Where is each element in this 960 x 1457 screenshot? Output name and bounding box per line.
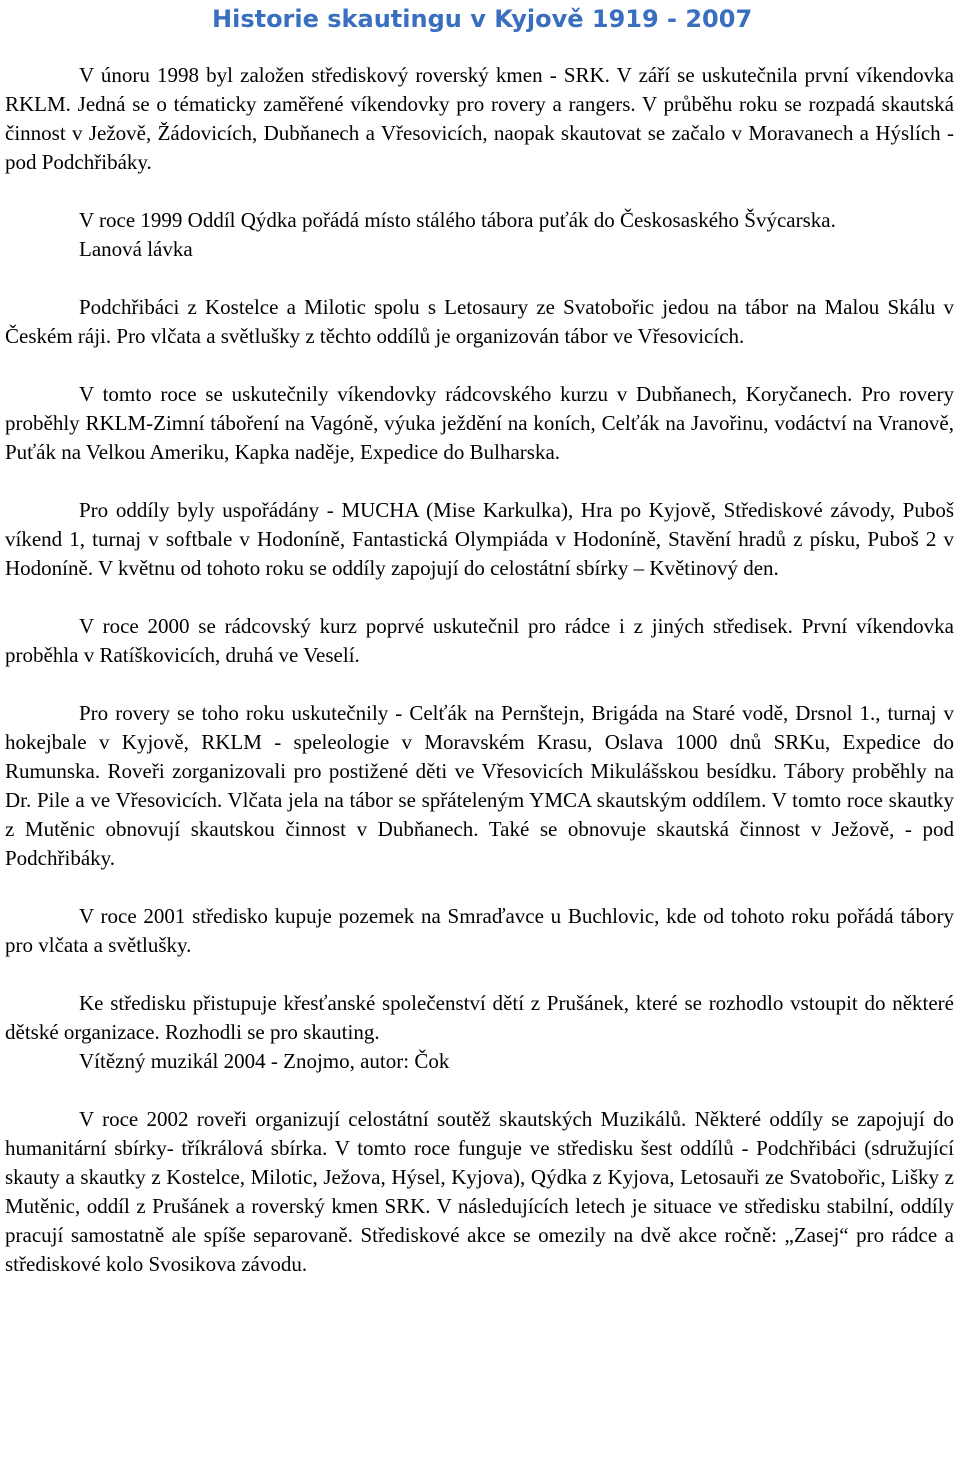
paragraph-2000: V roce 2000 se rádcovský kurz poprvé uskutečnil pro rádce i z jiných středisek. První víkendovka proběhla v Ratíškovicích, druhá ve Veselí. [5,614,954,667]
paragraph-1999: V roce 1999 Oddíl Qýdka pořádá místo stálého tábora puťák do Českosaského Švýcarska. [79,208,836,232]
paragraph-vikendovky: V tomto roce se uskutečnily víkendovky rádcovského kurzu v Dubňanech, Koryčanech. Pro rovery proběhly RKLM-Zimní táboření na Vagóně, výuka ježdění na koních, Celťák na Javořinu, vodáctví na Vranově, Puťák na Velkou Ameriku, Kapka naděje, Expedice do Bulharska. [5,382,954,464]
paragraph-prusanky: Ke středisku přistupuje křesťanské společenství dětí z Prušánek, které se rozhodlo vstoupit do některé dětské organizace. Rozhodli se pro skauting. [5,991,954,1044]
document-body [5,61,954,1279]
paragraph-rovery-2000: Pro rovery se toho roku uskutečnily - Celťák na Pernštejn, Brigáda na Staré vodě, Drsnol 1., turnaj v hokejbale v Kyjově, RKLM - speleologie v Moravském Krasu, Oslava 1000 dnů SRKu, Expedice do Rumunska. Roveři zorganizovali pro postižené děti ve Vřesovicích Mikulášskou besídku. Tábory proběhly na Dr. Pile a ve Vřesovicích. Vlčata jela na tábor se spřáteleným YMCA skautským oddílem. V tomto roce skautky z Mutěnic obnovují skautskou činnost v Dubňanech. Také se obnovuje skautská činnost v Ježově, - pod Podchřibáky. [5,701,954,870]
paragraph-2002: V roce 2002 roveři organizují celostátní soutěž skautských Muzikálů. Některé oddíly se zapojují do humanitární sbírky- tříkrálová sbírka. V tomto roce funguje ve středisku šest oddílů - Podchřibáci (sdružující skauty a skautky z Kostelce, Milotic, Ježova, Hýsel, Kyjova), Qýdka z Kyjova, Letosauři ze Svatobořic, Lišky z Mutěnic, oddíl z Prušánek a roverský kmen SRK. V následujících letech je situace ve středisku stabilní, oddíly pracují samostatně ale spíše separovaně. Střediskové akce se omezily na dvě akce ročně: „Zasej“ pro rádce a střediskové kolo Svosikova závodu. [5,1107,954,1276]
caption-muzikal-2004: Vítězný muzikál 2004 - Znojmo, autor: Čok [79,1049,450,1073]
paragraph-akce-oddilu: Pro oddíly byly uspořádány - MUCHA (Mise Karkulka), Hra po Kyjově, Střediskové závody, Puboš víkend 1, turnaj v softbale v Hodoníně, Fantastická Olympiáda v Hodoníně, Stavění hradů z písku, Puboš 2 v Hodoníně. V květnu od tohoto roku se oddíly zapojují do celostátní sbírky – Květinový den. [5,498,954,580]
paragraph-2001: V roce 2001 středisko kupuje pozemek na Smraďavce u Buchlovic, kde od tohoto roku pořádá tábory pro vlčata a světlušky. [5,904,954,957]
paragraph-podchribaci-tabor: Podchřibáci z Kostelce a Milotic spolu s Letosaury ze Svatobořic jedou na tábor na Malou Skálu v Českém ráji. Pro vlčata a světlušky z těchto oddílů je organizován tábor ve Vřesovicích. [5,295,954,348]
paragraph-1998: V únoru 1998 byl založen střediskový roverský kmen - SRK. V září se uskutečnila první víkendovka RKLM. Jedná se o tématicky zaměřené víkendovky pro rovery a rangers. V průběhu roku se rozpadá skautská činnost v Ježově, Žádovicích, Dubňanech a Vřesovicích, naopak skautovat se začalo v Moravanech a Hýslích - pod Podchřibáky. [5,63,954,174]
page-title: Historie skautingu v Kyjově 1919 - 2007 [212,5,753,33]
caption-lanova-lavka: Lanová lávka [79,237,193,261]
